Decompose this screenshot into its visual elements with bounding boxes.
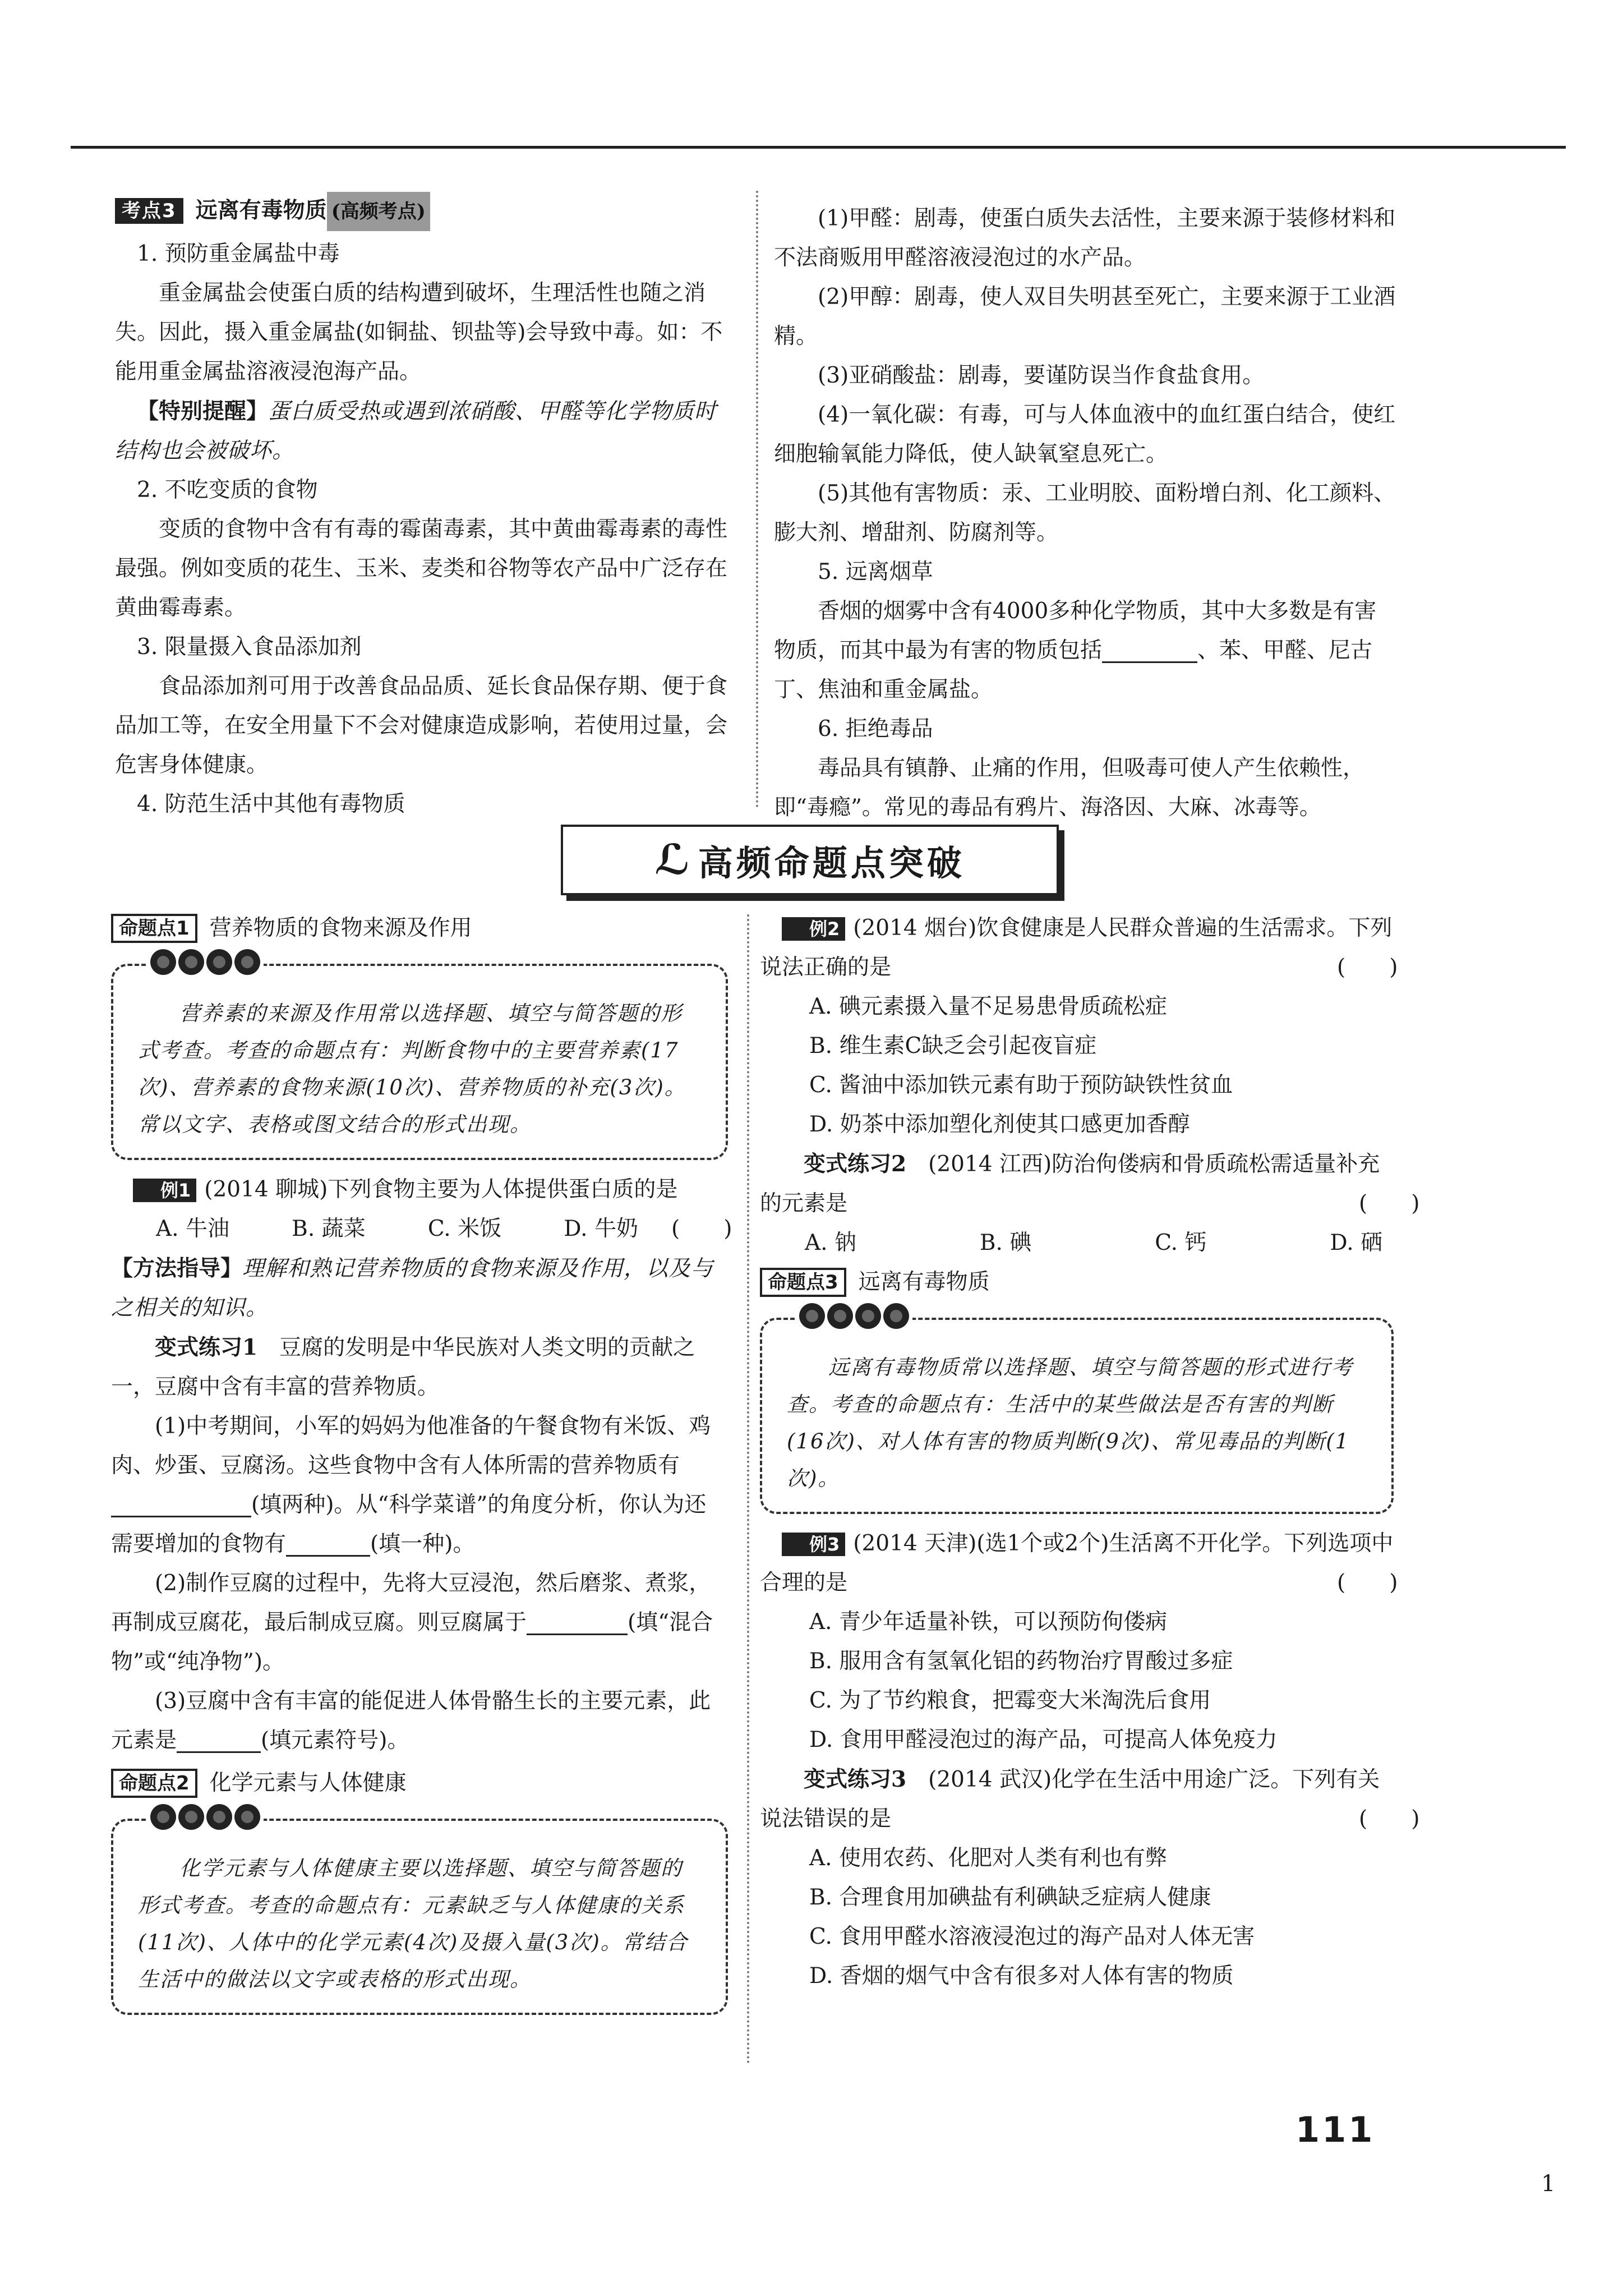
s1-paragraph: 重金属盐会使蛋白质的结构遭到破坏，生理活性也随之消失。因此，摄入重金属盐(如铜盐、钡盐等)会导致中毒。如：不能用重金属盐溶液浸泡海产品。 bbox=[115, 280, 723, 384]
s3-paragraph: 食品添加剂可用于改善食品品质、延长食品保存期、便于食品加工等，在安全用量下不会对健康造成影响，若使用过量，会危害身体健康。 bbox=[115, 674, 728, 777]
ex2-tag: 例2 bbox=[782, 917, 845, 941]
option-b[interactable]: B. 碘 bbox=[979, 1230, 1032, 1255]
s2-paragraph: 变质的食物中含有有毒的霉菌毒素，其中黄曲霉毒素的毒性最强。例如变质的花生、玉米、麦类和谷物等农产品中广泛存在黄曲霉毒素。 bbox=[115, 517, 728, 620]
mt1-title: 营养物质的食物来源及作用 bbox=[209, 915, 472, 941]
mt1-header bbox=[111, 909, 728, 948]
fill-blank[interactable] bbox=[527, 1613, 628, 1635]
ex2-option-d[interactable]: D. 奶茶中添加塑化剂使其口感更加香醇 bbox=[809, 1112, 1190, 1137]
option-a[interactable]: A. 钠 bbox=[805, 1230, 856, 1255]
s4-title: 4. 防范生活中其他有毒物质 bbox=[137, 792, 405, 817]
bs1-intro: 变式练习1 豆腐的发明是中华民族对人类文明的贡献之一，豆腐中含有丰富的营养物质。 bbox=[111, 1335, 695, 1400]
ex3-question: 例3 (2014 天津)(选1个或2个)生活离不开化学。下列选项中合理的是 ( ) bbox=[760, 1524, 1394, 1603]
s5-title: 5. 远离烟草 bbox=[818, 559, 933, 585]
bs1-q2: (2)制作豆腐的过程中，先将大豆浸泡，然后磨浆、煮浆，再制成豆腐花，最后制成豆腐。则豆腐属于 (填“混合物”或“纯净物”)。 bbox=[111, 1571, 713, 1674]
toxin-co: (4)一氧化碳：有毒，可与人体血液中的血红蛋白结合，使红细胞输氧能力降低，使人缺氧窒息死亡。 bbox=[774, 402, 1396, 467]
ex2-question: 例2 (2014 烟台)饮食健康是人民群众普遍的生活需求。下列说法正确的是 ( ) bbox=[760, 909, 1394, 987]
bs1-q3: (3)豆腐中含有丰富的能促进人体骨骼生长的主要元素，此元素是 (填元素符号)。 bbox=[111, 1688, 711, 1753]
s3-title: 3. 限量摄入食品添加剂 bbox=[137, 634, 362, 660]
mingti-left-column bbox=[111, 909, 732, 2025]
option-d[interactable]: D. 硒 bbox=[1330, 1230, 1382, 1255]
banner-title: 高频命题点突破 bbox=[698, 842, 965, 884]
option-c[interactable]: C. 米饭 bbox=[427, 1216, 502, 1241]
dots-decoration-icon bbox=[147, 949, 264, 975]
method-guide: 【方法指导】理解和熟记营养物质的食物来源及作用，以及与之相关的知识。 bbox=[111, 1255, 714, 1320]
ex1-question: 例1 (2014 聊城)下列食物主要为人体提供蛋白质的是 ( ) bbox=[111, 1170, 728, 1209]
bs2-question: 变式练习2 (2014 江西)防治佝偻病和骨质疏松需适量补充的元素是 ( ) bbox=[760, 1144, 1394, 1223]
mt3-analysis-box bbox=[760, 1318, 1394, 1514]
ex2-option-b[interactable]: B. 维生素C缺乏会引起夜盲症 bbox=[809, 1033, 1097, 1059]
option-a[interactable]: A. 牛油 bbox=[156, 1216, 229, 1241]
mt1-analysis-box bbox=[111, 964, 728, 1160]
fill-blank[interactable] bbox=[286, 1535, 370, 1557]
ex1-tag: 例1 bbox=[133, 1179, 196, 1202]
ex3-option-d[interactable]: D. 食用甲醛浸泡过的海产品，可提高人体免疫力 bbox=[809, 1727, 1278, 1752]
ex2-option-c[interactable]: C. 酱油中添加铁元素有助于预防缺铁性贫血 bbox=[809, 1073, 1233, 1098]
dots-decoration-icon bbox=[147, 1804, 264, 1830]
answer-paren[interactable]: ( ) bbox=[1337, 1570, 1398, 1595]
special-tip: 【特别提醒】蛋白质受热或遇到浓硝酸、甲醛等化学物质时结构也会被破坏。 bbox=[115, 398, 717, 463]
column-divider-top bbox=[756, 191, 758, 808]
mt2-analysis-text: 化学元素与人体健康主要以选择题、填空与简答题的形式考查。考查的命题点有：元素缺乏与人体健康的关系(11次)、人体中的化学元素(4次)及摄入量(3次)。常结合生活中的做法以文字或表格的形式出现。 bbox=[138, 1856, 688, 1991]
top-rule bbox=[71, 146, 1566, 149]
kaodian3-title: 远离有毒物质 (高频考点) bbox=[196, 191, 430, 231]
answer-paren[interactable]: ( ) bbox=[1359, 1191, 1420, 1216]
ex3-tag: 例3 bbox=[782, 1533, 845, 1556]
toxin-formaldehyde: (1)甲醛：剧毒，使蛋白质失去活性，主要来源于装修材料和不法商贩用甲醛溶液浸泡过的水产品。 bbox=[774, 206, 1396, 270]
section-banner bbox=[561, 825, 1059, 895]
option-d[interactable]: D. 牛奶 bbox=[564, 1216, 638, 1241]
mt3-analysis-text: 远离有毒物质常以选择题、填空与简答题的形式进行考查。考查的命题点有：生活中的某些做法是否有害的判断(16次)、对人体有害的物质判断(9次)、常见毒品的判断(1次)。 bbox=[787, 1355, 1353, 1490]
sheet-number: 1 bbox=[1541, 2171, 1556, 2197]
mt2-tag: 命题点2 bbox=[111, 1769, 197, 1798]
bs3-question: 变式练习3 (2014 武汉)化学在生活中用途广泛。下列有关说法错误的是 ( ) bbox=[760, 1760, 1394, 1839]
toxin-nitrite: (3)亚硝酸盐：剧毒，要谨防误当作食盐食用。 bbox=[818, 363, 1265, 388]
fill-blank[interactable] bbox=[1102, 641, 1197, 663]
mt2-analysis-box bbox=[111, 1819, 728, 2015]
s5-paragraph: 香烟的烟雾中含有4000多种化学物质，其中大多数是有害物质，而其中最为有害的物质包括 、苯、甲醛、尼古丁、焦油和重金属盐。 bbox=[774, 599, 1377, 702]
mt1-tag: 命题点1 bbox=[111, 914, 197, 943]
s1-title: 1. 预防重金属盐中毒 bbox=[137, 241, 340, 266]
s6-paragraph: 毒品具有镇静、止痛的作用，但吸毒可使人产生依赖性，即“毒瘾”。常见的毒品有鸦片、海洛因、大麻、冰毒等。 bbox=[774, 756, 1365, 820]
answer-paren[interactable]: ( ) bbox=[1337, 955, 1398, 980]
mt3-title: 远离有毒物质 bbox=[858, 1269, 990, 1295]
bs3-option-c[interactable]: C. 食用甲醛水溶液浸泡过的海产品对人体无害 bbox=[809, 1924, 1255, 1949]
fill-blank[interactable] bbox=[111, 1496, 251, 1517]
dots-decoration-icon bbox=[796, 1303, 912, 1329]
fill-blank[interactable] bbox=[177, 1731, 261, 1753]
answer-paren[interactable]: ( ) bbox=[1359, 1806, 1420, 1832]
option-c[interactable]: C. 钙 bbox=[1155, 1230, 1207, 1255]
kaodian3-header bbox=[115, 191, 732, 231]
mt2-header bbox=[111, 1764, 728, 1803]
ex3-option-b[interactable]: B. 服用含有氢氧化铝的药物治疗胃酸过多症 bbox=[809, 1649, 1233, 1674]
high-frequency-badge: (高频考点) bbox=[327, 192, 430, 231]
mt1-analysis-text: 营养素的来源及作用常以选择题、填空与简答题的形式考查。考查的命题点有：判断食物中的主要营养素(17次)、营养素的食物来源(10次)、营养物质的补充(3次)。常以文字、表格或图文结合的形式出现。 bbox=[138, 1001, 686, 1137]
mt3-tag: 命题点3 bbox=[760, 1268, 846, 1297]
kaodian3-right-column bbox=[774, 199, 1396, 827]
toxin-others: (5)其他有害物质：汞、工业明胶、面粉增白剂、化工颜料、膨大剂、增甜剂、防腐剂等。 bbox=[774, 481, 1396, 545]
page-number: 111 bbox=[1295, 2109, 1375, 2150]
bs1-q1: (1)中考期间，小军的妈妈为他准备的午餐食物有米饭、鸡肉、炒蛋、豆腐汤。这些食物中含有人体所需的营养物质有(填两种)。从“科学菜谱”的角度分析，你认为还需要增加的食物有 (填一种)。 bbox=[111, 1414, 711, 1557]
option-b[interactable]: B. 蔬菜 bbox=[292, 1216, 366, 1241]
kaodian3-tag: 考点3 bbox=[115, 198, 183, 224]
bs3-option-d[interactable]: D. 香烟的烟气中含有很多对人体有害的物质 bbox=[809, 1963, 1234, 1989]
s6-title: 6. 拒绝毒品 bbox=[818, 716, 933, 742]
mt3-header bbox=[760, 1263, 1394, 1302]
answer-paren[interactable]: ( ) bbox=[671, 1216, 732, 1241]
ex1-options bbox=[111, 1209, 649, 1249]
kaodian3-left-column bbox=[115, 191, 732, 824]
ex2-option-a[interactable]: A. 碘元素摄入量不足易患骨质疏松症 bbox=[809, 994, 1167, 1019]
ex3-option-a[interactable]: A. 青少年适量补铁，可以预防佝偻病 bbox=[809, 1609, 1167, 1635]
toxin-methanol: (2)甲醇：剧毒，使人双目失明甚至死亡，主要来源于工业酒精。 bbox=[774, 284, 1396, 349]
column-divider-bottom bbox=[747, 914, 749, 2064]
mingti-right-column bbox=[760, 909, 1420, 1996]
bs3-option-b[interactable]: B. 合理食用加碘盐有利碘缺乏症病人健康 bbox=[809, 1885, 1211, 1910]
pencil-logo-icon: ℒ bbox=[654, 836, 694, 884]
bs2-options bbox=[760, 1223, 1394, 1263]
mt2-title: 化学元素与人体健康 bbox=[209, 1770, 407, 1796]
s2-title: 2. 不吃变质的食物 bbox=[137, 477, 318, 503]
bs3-option-a[interactable]: A. 使用农药、化肥对人类有利也有弊 bbox=[809, 1846, 1167, 1871]
ex3-option-c[interactable]: C. 为了节约粮食，把霉变大米淘洗后食用 bbox=[809, 1688, 1211, 1713]
